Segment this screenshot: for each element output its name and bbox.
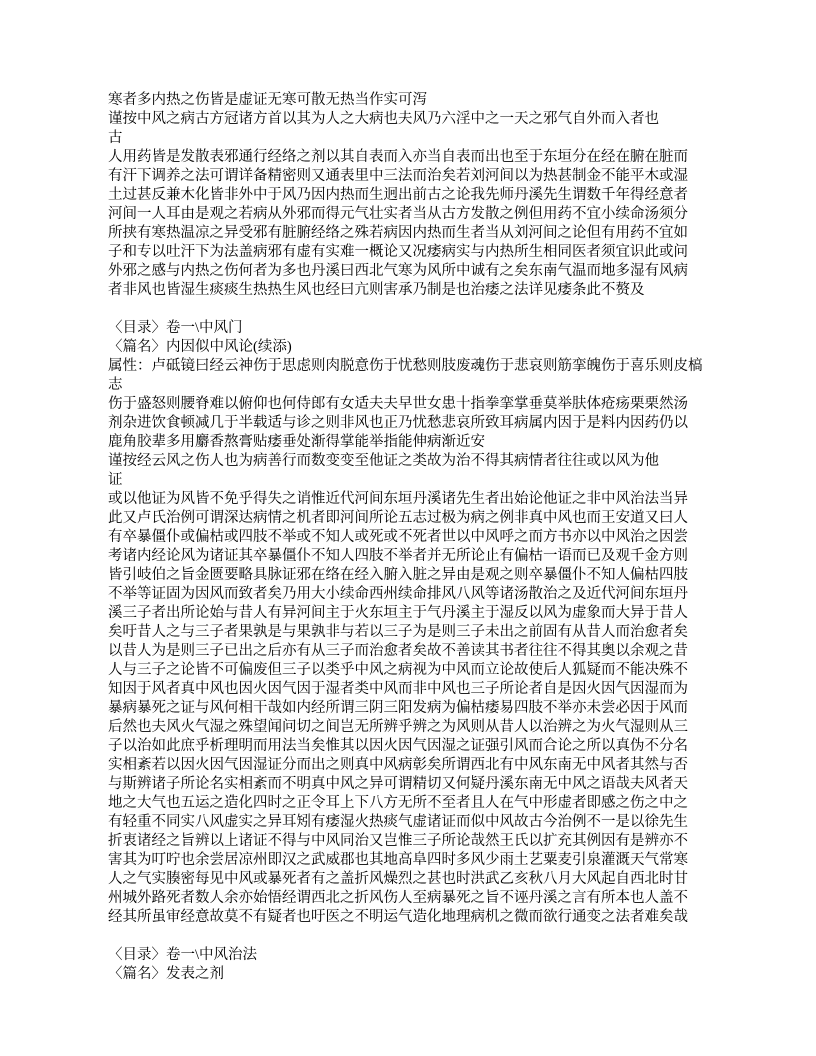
text-line: 剂杂进饮食顿减几于半载适与诊之则非风也正乃忧愁悲哀所致耳病属内因于是料内因药仍以 bbox=[108, 415, 688, 431]
text-line: 古 bbox=[108, 130, 123, 146]
text-line: 以昔人为是则三子已出之后亦有从三子而治愈者矣故不善读其书者往往不得其奥以余观之昔 bbox=[108, 643, 688, 659]
text-line: 后然也夫风火气湿之殊望闻问切之间岂无所辨乎辨之为风则从昔人以治辨之为火气湿则从三 bbox=[108, 719, 688, 735]
paragraph-block-1 bbox=[108, 91, 748, 300]
text-line: 有轻重不同实八风虚实之异耳矧有痿湿火热痰气虚诸证而似中风故古今治例不一是以徐先生 bbox=[108, 814, 688, 830]
title-marker-line: 〈篇名〉发表之剂 bbox=[108, 966, 224, 982]
text-line: 寒者多内热之伤皆是虚证无寒可散无热当作实可泻 bbox=[108, 92, 427, 108]
text-line: 外邪之感与内热之伤何者为多也丹溪曰西北气寒为风所中诚有之矣东南气温而地多湿有风病 bbox=[108, 263, 688, 279]
text-line: 经其所虽审经意故莫不有疑者也吁医之不明运气造化地理病机之微而欲行通变之法者难矣哉 bbox=[108, 909, 688, 925]
text-line: 人与三子之论皆不可偏废但三子以类乎中风之病视为中风而立论故使后人狐疑而不能决殊不 bbox=[108, 662, 688, 678]
text-content bbox=[108, 91, 748, 984]
text-line: 河间一人耳由是观之若病从外邪而得元气壮实者当从古方发散之例但用药不宜小续命汤须分 bbox=[108, 206, 688, 222]
text-line: 土过甚反兼木化皆非外中于风乃因内热而生迥出前古之论我先师丹溪先生谓数千年得经意者 bbox=[108, 187, 688, 203]
text-line: 矣吁昔人之与三子者果孰是与果孰非与若以三子为是则三子未出之前固有从昔人而治愈者矣 bbox=[108, 624, 688, 640]
text-line: 证 bbox=[108, 472, 123, 488]
text-line: 谨按经云风之伤人也为病善行而数变变至他证之类故为治不得其病情者往往或以风为他 bbox=[108, 453, 659, 469]
text-line: 所挟有寒热温凉之异受邪有脏腑经络之殊若病因内热而生者当从刘河间之论但有用药不宜如 bbox=[108, 225, 688, 241]
text-line: 鹿角胶辈多用麝香熬膏贴痿垂处渐得掌能举指能伸病渐近安 bbox=[108, 434, 485, 450]
text-line: 知因于风者真中风也因火因气因于湿者类中风而非中风也三子所论者自是因火因气因湿而为 bbox=[108, 681, 688, 697]
text-line: 谨按中风之病古方冠诸方首以其为人之大病也夫风乃六淫中之一天之邪气自外而入者也 bbox=[108, 111, 659, 127]
text-line: 实相紊若以因火因气因湿证分而出之则真中风病彰矣所谓西北有中风东南无中风者其然与否 bbox=[108, 757, 688, 773]
text-line: 折衷诸经之旨辨以上诸证不得与中风同治又岂惟三子所论哉然王氏以扩充其例因有是辨亦不 bbox=[108, 833, 688, 849]
section-zhongfeng-zhifa bbox=[108, 946, 748, 984]
text-line: 人用药皆是发散表邪通行经络之剂以其自表而入亦当自表而出也至于东垣分在经在腑在脏而 bbox=[108, 149, 688, 165]
section-zhongfeng-men bbox=[108, 319, 748, 927]
toc-marker-line: 〈目录〉卷一\中风治法 bbox=[108, 947, 258, 963]
text-line: 有汗下调养之法可谓详备精密则又通表里中三法而治矣若刘河间以为热甚制金不能平木或湿 bbox=[108, 168, 688, 184]
text-line: 人之气实腠密每见中风或暴死者有之盖折风燥烈之甚也时洪武乙亥秋八月大风起自西北时甘 bbox=[108, 871, 688, 887]
text-line: 子和专以吐汗下为法盖病邪有虚有实难一概论又况痿病实与内热所生相同医者须宜识此或问 bbox=[108, 244, 688, 260]
text-line: 有卒暴僵仆或偏枯或四肢不举或不知人或死或不死者世以中风呼之而方书亦以中风治之因尝 bbox=[108, 529, 688, 545]
text-line: 暴病暴死之证与风何相干哉如内经所谓三阴三阳发病为偏枯痿易四肢不举亦未尝必因于风而 bbox=[108, 700, 688, 716]
text-line: 者非风也皆湿生痰痰生热热生风也经曰亢则害承乃制是也治痿之法详见痿条此不赘及 bbox=[108, 282, 645, 298]
text-line: 考诸内经论风为诸证其卒暴僵仆不知人四肢不举者并无所论止有偏枯一语而已及观千金方则 bbox=[108, 548, 688, 564]
text-line: 不举等证固为因风而致者矣乃用大小续命西州续命排风八风等诸汤散治之及近代河间东垣丹 bbox=[108, 586, 688, 602]
text-line: 子以治如此庶乎析理明而用法当矣惟其以因火因气因湿之证强引风而合论之所以真伪不分名 bbox=[108, 738, 688, 754]
text-line: 伤于盛怒则腰脊难以俯仰也何侍郎有女适夫夫早世女患十指拳挛掌垂莫举肤体疮疡栗栗然汤 bbox=[108, 396, 688, 412]
toc-marker-line: 〈目录〉卷一\中风门 bbox=[108, 320, 243, 336]
text-line: 此又卢氏治例可谓深达病情之机者即河间所论五志过极为病之例非真中风也而王安道又曰人 bbox=[108, 510, 688, 526]
text-line: 与斯辨诸子所论名实相紊而不明真中风之异可谓精切又何疑丹溪东南无中风之语哉夫风者天 bbox=[108, 776, 688, 792]
text-line: 地之大气也五运之造化四时之正令耳上下八方无所不至者且人在气中形虚者即感之伤之中之 bbox=[108, 795, 688, 811]
text-line: 或以他证为风皆不免乎得失之诮惟近代河间东垣丹溪诸先生者出始论他证之非中风治法当异 bbox=[108, 491, 688, 507]
title-marker-line: 〈篇名〉内因似中风论(续添) bbox=[108, 339, 292, 355]
attribute-line: 属性：卢砥镜曰经云神伤于思虑则肉脱意伤于忧愁则肢废魂伤于悲哀则筋挛魄伤于喜乐则皮槁 bbox=[108, 358, 703, 374]
text-line: 害其为叮咛也余尝居凉州即汉之武威郡也其地高阜四时多风少雨土艺粟麦引泉灌溉天气常寒 bbox=[108, 852, 688, 868]
text-line: 皆引岐伯之旨金匮要略具脉证邪在络在经入腑入脏之异由是观之则卒暴僵仆不知人偏枯四肢 bbox=[108, 567, 688, 583]
text-line: 溪三子者出所论始与昔人有异河间主于火东垣主于气丹溪主于湿反以风为虚象而大异于昔人 bbox=[108, 605, 688, 621]
text-line: 志 bbox=[108, 377, 123, 393]
text-line: 州城外路死者数人余亦始悟经谓西北之折风伤人至病暴死之旨不诬丹溪之言有所本也人盖不 bbox=[108, 890, 688, 906]
